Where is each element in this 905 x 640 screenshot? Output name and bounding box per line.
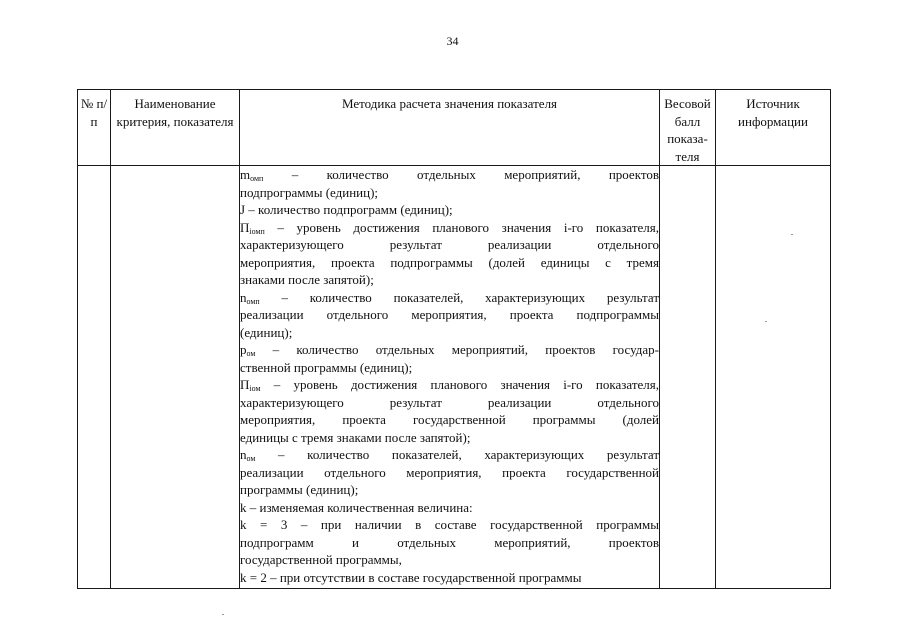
method-line [240, 359, 659, 377]
table-row [78, 166, 831, 589]
method-line-text: реализации отдельного мероприятия, проекта государственной [240, 464, 659, 480]
method-line-subscript: омп [246, 296, 260, 306]
method-line-rest: – количество отдельных мероприятий, проектов государ- [255, 342, 659, 357]
method-line-text: мероприятия, проекта государственной программы (долей [240, 412, 659, 427]
cell-name [111, 166, 240, 589]
header-source: Источник информации [716, 90, 831, 166]
method-line-subscript: іомп [249, 226, 265, 236]
method-line [240, 166, 659, 184]
method-line [240, 534, 659, 552]
method-line-rest: – уровень достижения планового значения і-го показателя, [260, 377, 659, 392]
method-line-text: П [240, 377, 250, 392]
method-line [240, 376, 659, 394]
method-line-text: k = 3 – при наличии в составе государственной программы [240, 517, 659, 532]
scan-speck [791, 234, 793, 235]
method-line-text: единицы с тремя знаками после запятой); [240, 429, 471, 445]
method-line [240, 446, 659, 464]
method-line [240, 201, 659, 219]
method-line [240, 306, 659, 324]
method-line [240, 324, 659, 342]
header-num: № п/п [78, 90, 111, 166]
scan-speck [222, 614, 224, 615]
criteria-table [77, 89, 831, 589]
method-line [240, 411, 659, 429]
page-number: 34 [446, 34, 459, 48]
method-line-rest: – количество отдельных мероприятий, проектов [263, 167, 659, 182]
header-weight: Весовой балл показа-теля [660, 90, 716, 166]
method-line-text: k = 2 – при отсутствии в составе государственной программы [240, 569, 582, 585]
method-line [240, 394, 659, 412]
method-line [240, 516, 659, 534]
method-line-text: p [240, 342, 247, 357]
method-line-text: П [240, 219, 250, 235]
method-line-text: (единиц); [240, 324, 293, 340]
method-line-text: знаками после запятой); [240, 272, 374, 287]
header-method: Методика расчета значения показателя [240, 90, 660, 166]
method-line-text: n [240, 289, 247, 305]
method-line [240, 569, 659, 587]
method-line [240, 499, 659, 517]
method-line [240, 184, 659, 202]
method-line-rest: – количество показателей, характеризующих результат [259, 289, 659, 305]
cell-num [78, 166, 111, 589]
cell-source [716, 166, 831, 589]
method-line-text: J – количество подпрограмм (единиц); [240, 202, 453, 217]
method-line-text: мероприятия, проекта подпрограммы (долей единицы с тремя [240, 254, 659, 270]
method-line-text: реализации отдельного мероприятия, проекта подпрограммы [240, 307, 659, 322]
method-line-text: n [240, 447, 247, 462]
scan-speck [765, 321, 767, 322]
method-line-rest: – количество показателей, характеризующих результат [255, 447, 659, 462]
method-line-subscript: омп [250, 174, 264, 183]
method-line [240, 254, 659, 272]
method-line [240, 481, 659, 499]
method-line-text: ственной программы (единиц); [240, 359, 413, 375]
method-line-text: характеризующего результат реализации отдельного [240, 237, 659, 252]
method-line-subscript: іом [249, 384, 261, 393]
method-line [240, 271, 659, 289]
method-line [240, 289, 659, 307]
method-line-text: k – изменяемая количественная величина: [240, 499, 473, 515]
method-line-subscript: ом [246, 349, 256, 358]
header-name: Наименование критерия, показателя [111, 90, 240, 166]
method-line-text: m [240, 167, 251, 182]
table-header-row [78, 90, 831, 166]
cell-weight [660, 166, 716, 589]
method-line [240, 551, 659, 569]
method-line-rest: – уровень достижения планового значения і-го показателя, [264, 219, 659, 235]
cell-method [240, 166, 660, 589]
method-text [240, 166, 659, 586]
method-line [240, 464, 659, 482]
method-line [240, 341, 659, 359]
method-line-text: государственной программы, [240, 552, 402, 567]
method-line-text: подпрограмм и отдельных мероприятий, проектов [240, 534, 659, 550]
method-line-subscript: ом [246, 454, 256, 463]
method-line [240, 236, 659, 254]
method-line-text: программы (единиц); [240, 482, 359, 497]
method-line [240, 219, 659, 237]
method-line [240, 429, 659, 447]
method-line-text: характеризующего результат реализации отдельного [240, 394, 659, 410]
method-line-text: подпрограммы (единиц); [240, 184, 379, 200]
